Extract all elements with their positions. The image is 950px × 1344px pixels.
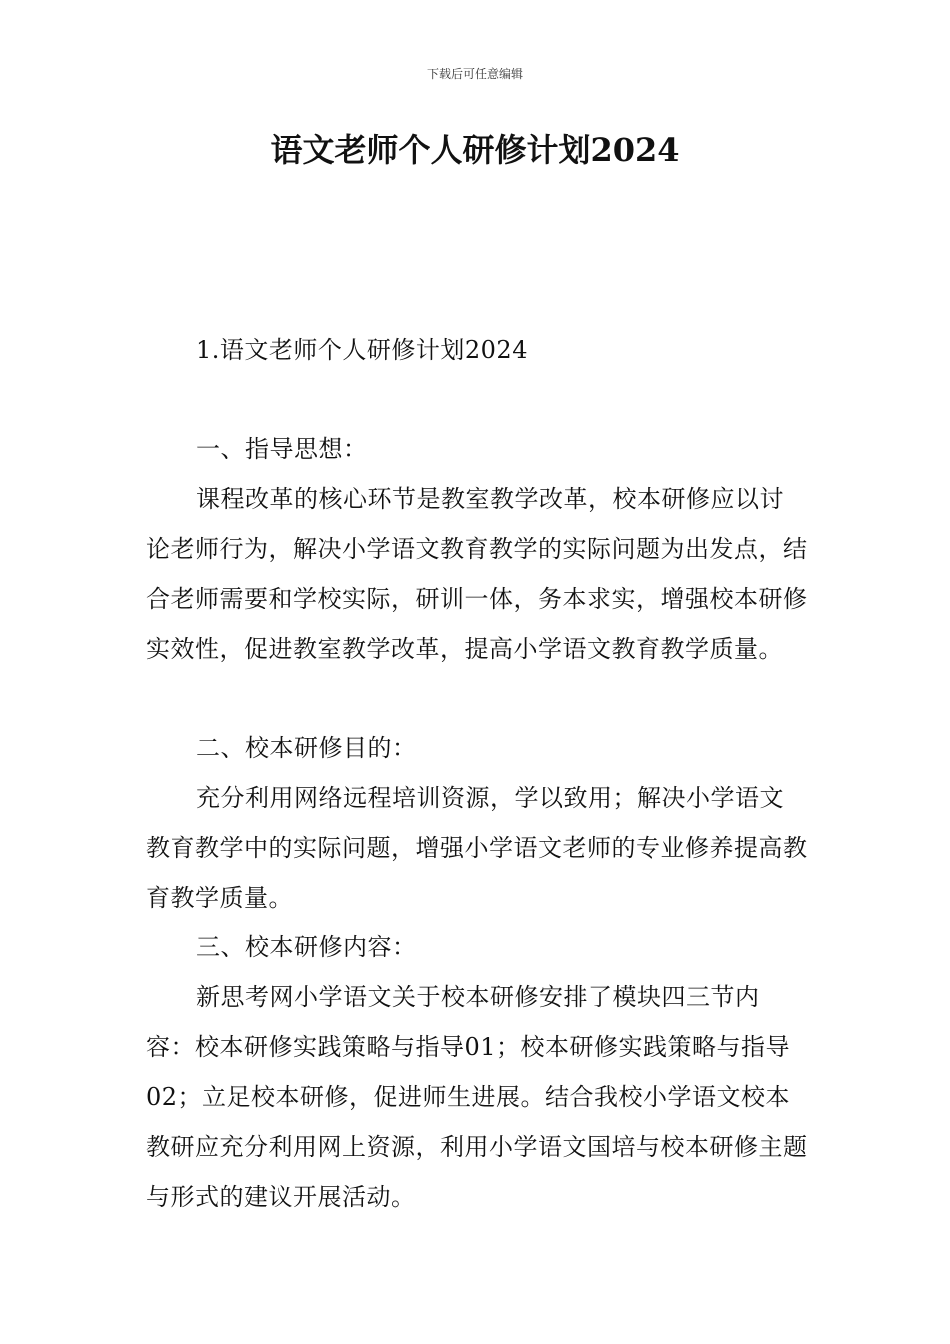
- section-body-2: 充分利用网络远程培训资源，学以致用；解决小学语文教育教学中的实际问题，增强小学语文老师的专业修养提高教育教学质量。: [146, 784, 808, 912]
- section-body-3: 新思考网小学语文关于校本研修安排了模块四三节内容：校本研修实践策略与指导01；校本研修实践策略与指导02；立足校本研修，促进师生进展。结合我校小学语文校本教研应充分利用网上资源，利用小学语文国培与校本研修主题与形式的建议开展活动。: [146, 983, 808, 1211]
- item-heading: 1.语文老师个人研修计划2024: [196, 336, 528, 364]
- section-heading-1: 一、指导思想：: [196, 435, 368, 463]
- section-heading-2: 二、校本研修目的：: [196, 734, 417, 762]
- section-body-1: 课程改革的核心环节是教室教学改革，校本研修应以讨论老师行为，解决小学语文教育教学的实际问题为出发点，结合老师需要和学校实际，研训一体，务本求实，增强校本研修实效性，促进教室教学改革，提高小学语文教育教学质量。: [146, 485, 808, 663]
- document-title: 语文老师个人研修计划2024: [270, 131, 680, 169]
- section-heading-3: 三、校本研修内容：: [196, 933, 417, 961]
- header-note: 下载后可任意编辑: [426, 67, 523, 81]
